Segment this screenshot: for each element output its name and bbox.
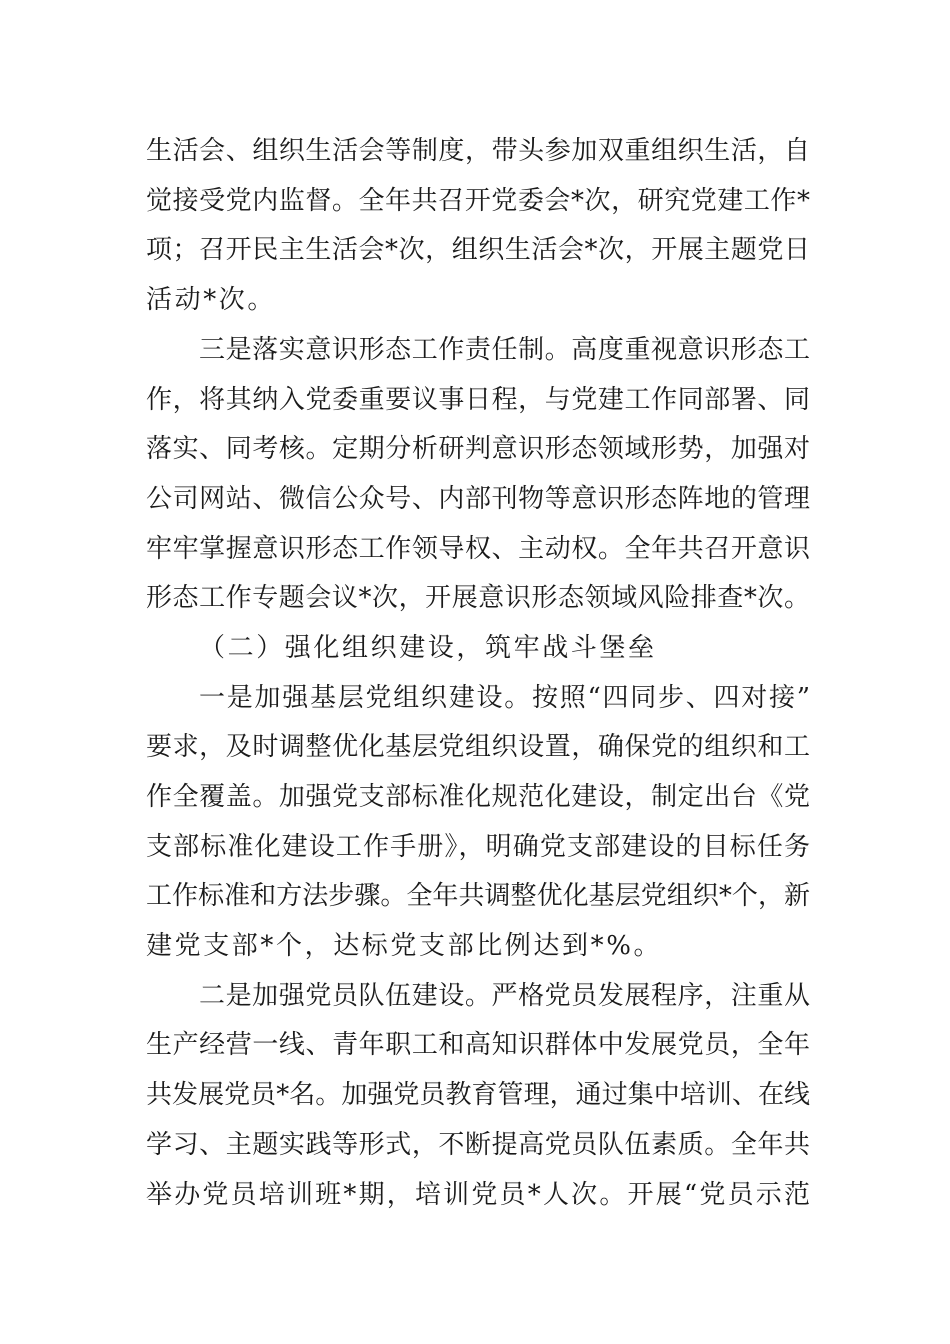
paragraph-first-line: 一是加强基层党组织建设。按照“四同步、四对接”: [199, 683, 810, 713]
text-line: 学习、主题实践等形式，不断提高党员队伍素质。全年共: [146, 1130, 810, 1160]
text-line: 作，将其纳入党委重要议事日程，与党建工作同部署、同: [146, 385, 810, 415]
text-line: 作全覆盖。加强党支部标准化规范化建设，制定出台《党: [146, 782, 810, 812]
text-line: 牢牢掌握意识形态工作领导权、主动权。全年共召开意识: [146, 534, 810, 564]
text-line: 活动*次。: [146, 285, 277, 315]
text-line: 公司网站、微信公众号、内部刊物等意识形态阵地的管理: [146, 484, 810, 514]
text-line: 建党支部*个，达标党支部比例达到*%。: [146, 931, 663, 961]
text-line: 项；召开民主生活会*次，组织生活会*次，开展主题党日: [146, 235, 810, 265]
text-line: 觉接受党内监督。全年共召开党委会*次，研究党建工作*: [146, 186, 810, 216]
text-line: 形态工作专题会议*次，开展意识形态领域风险排查*次。: [146, 583, 810, 613]
text-line: 举办党员培训班*期，培训党员*人次。开展“党员示范: [146, 1180, 810, 1210]
text-line: 支部标准化建设工作手册》，明确党支部建设的目标任务: [146, 832, 810, 862]
text-line: 生活会、组织生活会等制度，带头参加双重组织生活，自: [146, 136, 810, 166]
text-line: 生产经营一线、青年职工和高知识群体中发展党员，全年: [146, 1030, 810, 1060]
text-line: 工作标准和方法步骤。全年共调整优化基层党组织*个，新: [146, 881, 810, 911]
text-line: 落实、同考核。定期分析研判意识形态领域形势，加强对: [146, 434, 810, 464]
paragraph-first-line: 二是加强党员队伍建设。严格党员发展程序，注重从: [199, 981, 810, 1011]
section-heading: （二）强化组织建设，筑牢战斗堡垒: [199, 633, 657, 663]
paragraph-first-line: 三是落实意识形态工作责任制。高度重视意识形态工: [199, 335, 810, 365]
text-line: 共发展党员*名。加强党员教育管理，通过集中培训、在线: [146, 1080, 810, 1110]
text-line: 要求，及时调整优化基层党组织设置，确保党的组织和工: [146, 732, 810, 762]
